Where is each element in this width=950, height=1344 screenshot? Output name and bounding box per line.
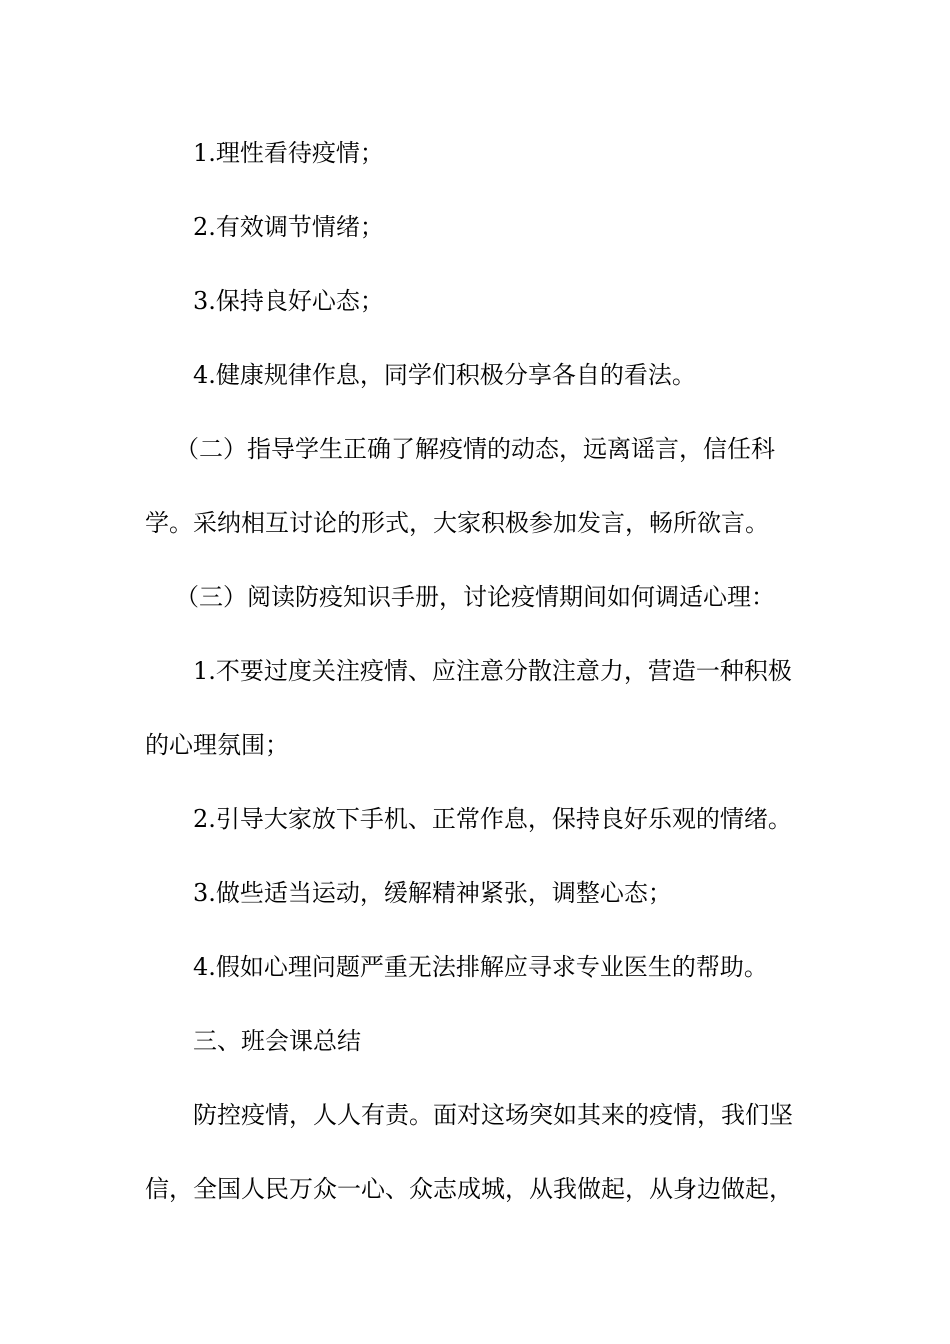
psych-item-4: 4.假如心理问题严重无法排解应寻求专业医生的帮助。	[193, 953, 768, 981]
summary-paragraph-line-1: 防控疫情，人人有责。面对这场突如其来的疫情，我们坚	[193, 1101, 793, 1129]
list-item-2-regulate-emotion: 2.有效调节情绪；	[193, 213, 384, 241]
summary-paragraph-line-2: 信，全国人民万众一心、众志成城，从我做起，从身边做起，	[145, 1175, 793, 1203]
psych-item-3: 3.做些适当运动，缓解精神紧张，调整心态；	[193, 879, 672, 907]
psych-item-1-line-2: 的心理氛围；	[145, 731, 289, 759]
psych-item-2: 2.引导大家放下手机、正常作息，保持良好乐观的情绪。	[193, 805, 792, 833]
list-item-4-healthy-routine: 4.健康规律作息，同学们积极分享各自的看法。	[193, 361, 696, 389]
section-two-paragraph-line-2: 学。采纳相互讨论的形式，大家积极参加发言，畅所欲言。	[145, 509, 769, 537]
summary-heading: 三、班会课总结	[193, 1027, 361, 1055]
list-item-3-good-mindset: 3.保持良好心态；	[193, 287, 384, 315]
section-three-heading: （三）阅读防疫知识手册，讨论疫情期间如何调适心理：	[175, 583, 775, 611]
psych-item-1-line-1: 1.不要过度关注疫情、应注意分散注意力，营造一种积极	[193, 657, 792, 685]
list-item-1-rational-view: 1.理性看待疫情；	[193, 139, 384, 167]
section-two-paragraph-line-1: （二）指导学生正确了解疫情的动态，远离谣言，信任科	[175, 435, 775, 463]
